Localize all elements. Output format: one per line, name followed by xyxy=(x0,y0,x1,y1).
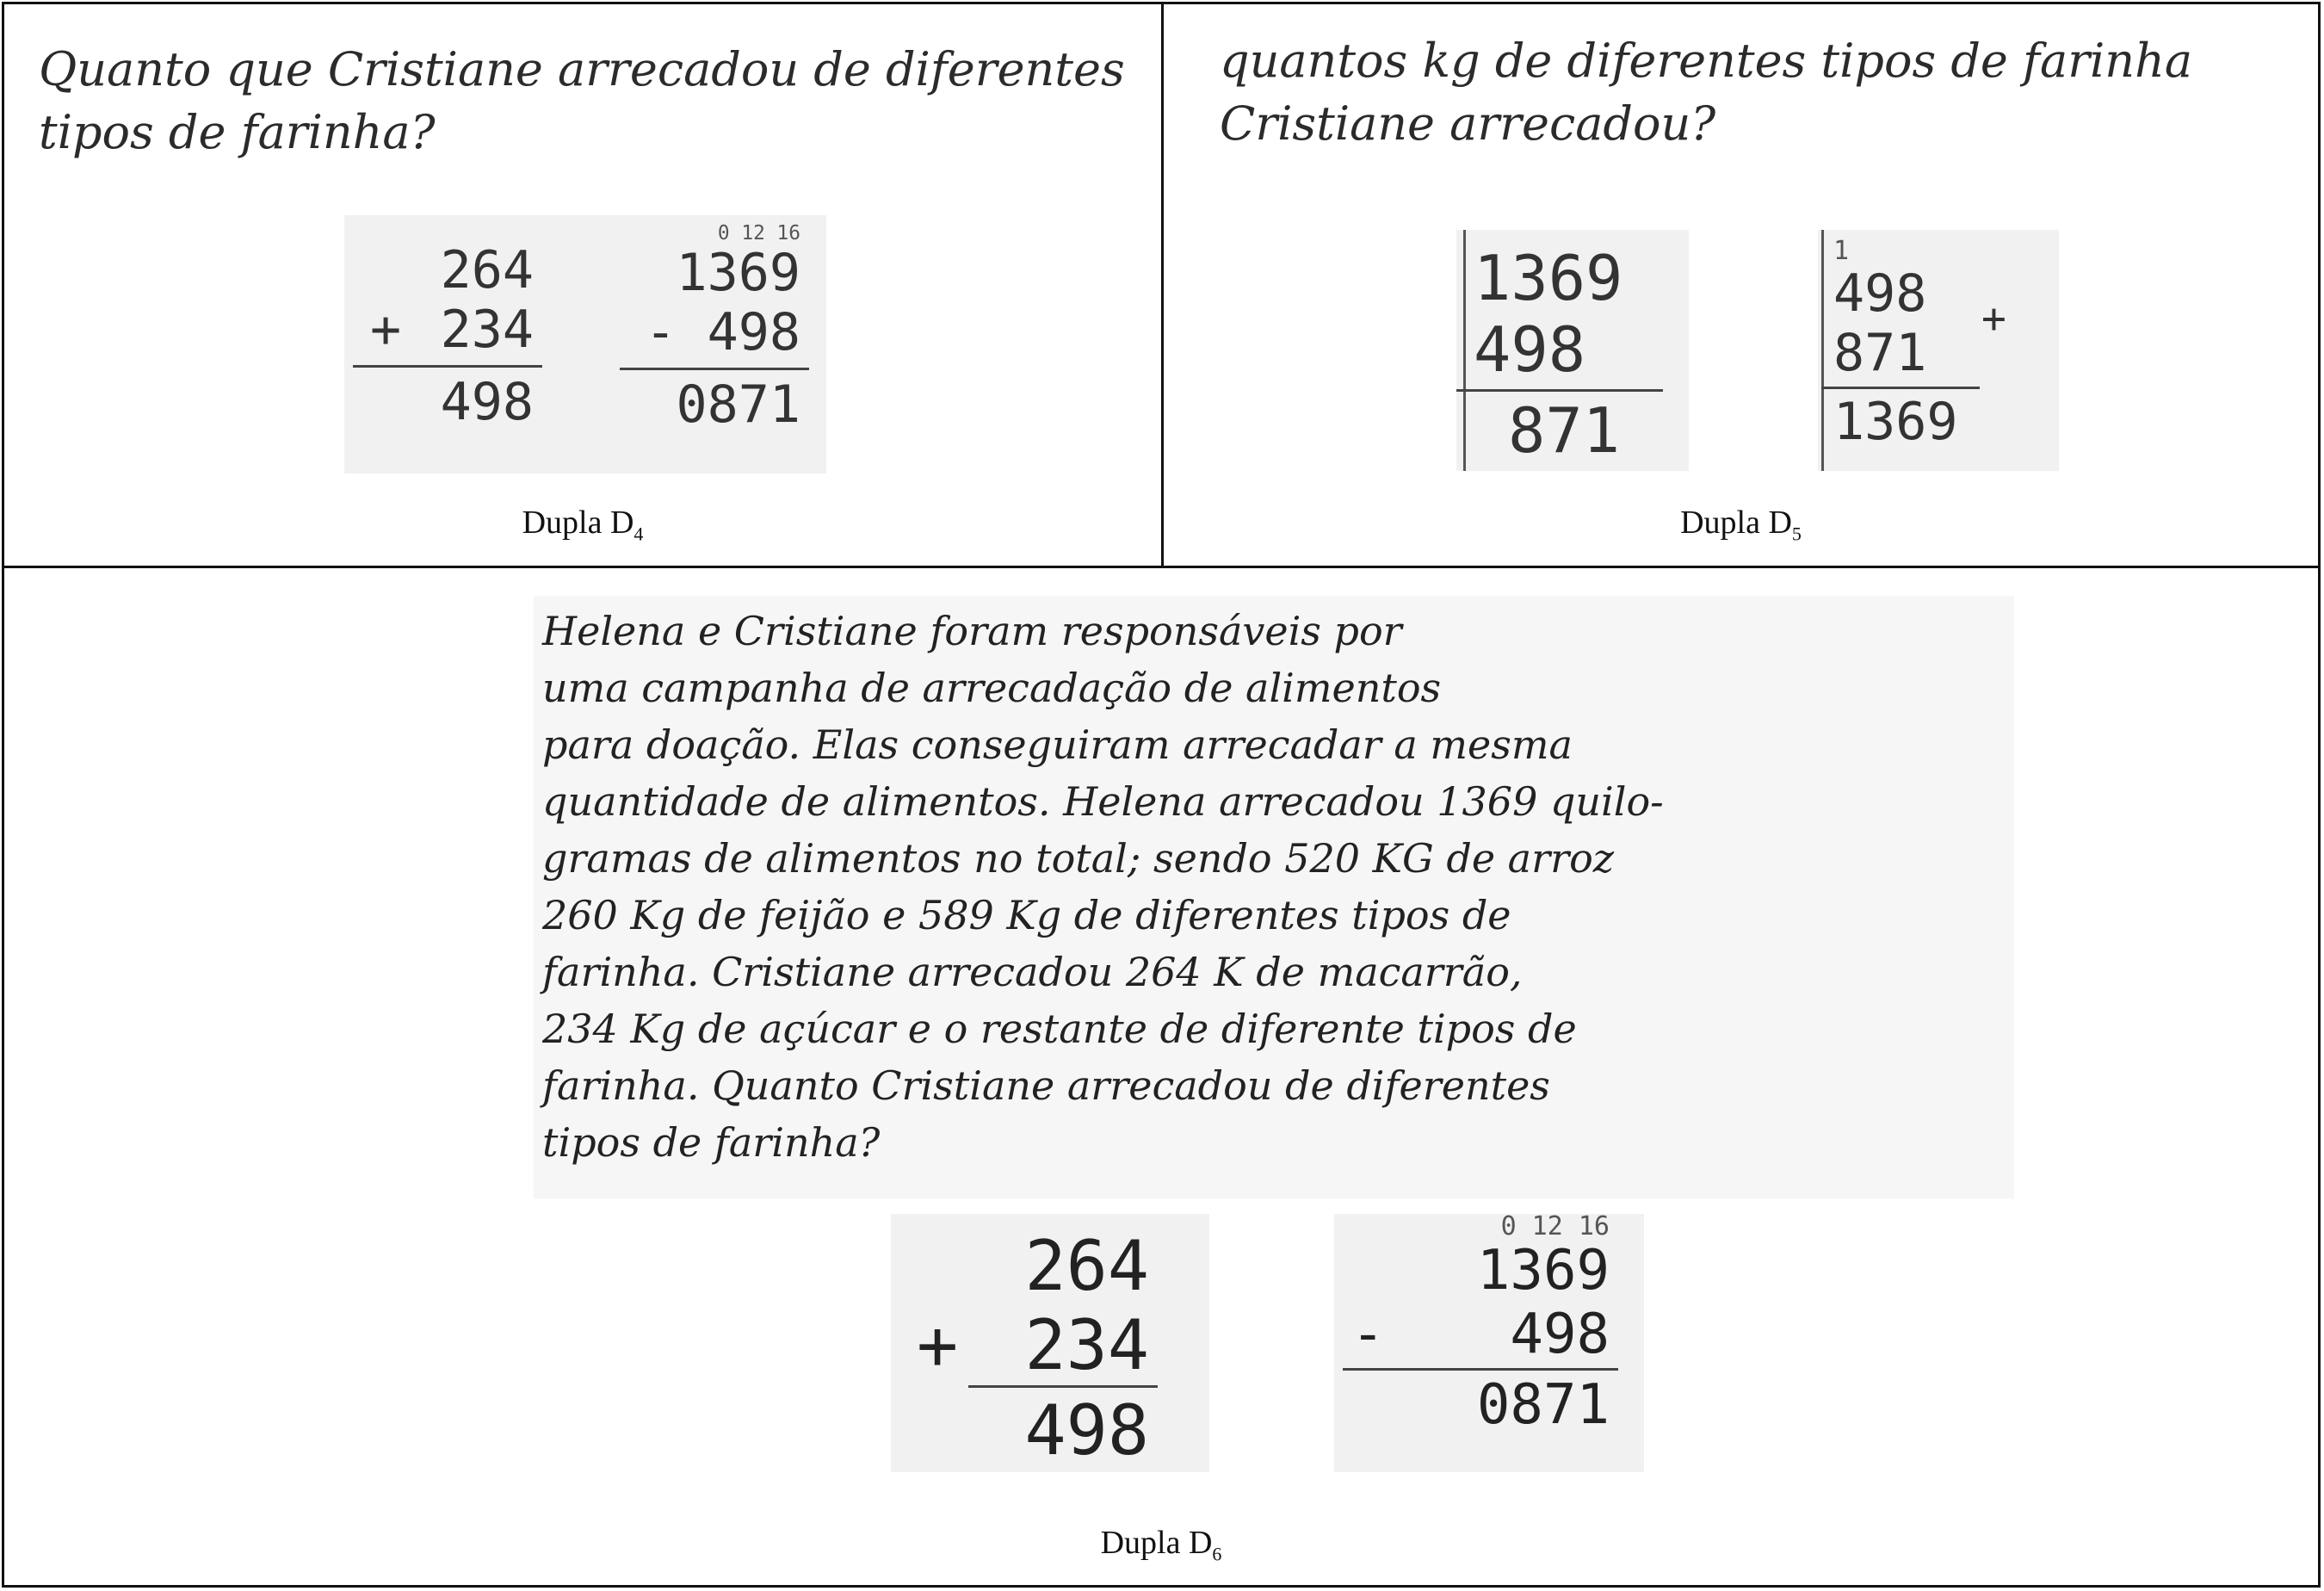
d6-diff-result: 0871 xyxy=(1476,1373,1610,1438)
d4-diff-b: 498 xyxy=(707,301,800,362)
d5-sum-scan xyxy=(1818,230,2059,471)
d6-diff-scan xyxy=(1334,1211,1644,1472)
d6-problem: Helena e Cristiane foram responsáveis por uma campanha de arrecadação de alimentos para doação. Elas conseguiram arrecadar a mesma quantidade de alimentos. Helena arrecadou 1369 quilo- gramas de alimentos no total; sendo 520 KG de arroz 260 Kg de feijão e 589 Kg de diferentes tipos de farinha. Cristiane arrecadou 264 K de macarrão, 234 Kg de açúcar e o restante de diferente tipos de farinha. Quanto Cristiane arrecadou de diferentes tipos de farinha? xyxy=(542,608,1664,1166)
d4-diff-result: 0871 xyxy=(676,374,800,435)
d5-sum-operator: + xyxy=(1981,294,2006,343)
d6-diff-a: 1369 xyxy=(1476,1239,1610,1303)
d6-diff-carry: 0 12 16 xyxy=(1500,1211,1610,1241)
d6-sum-scan xyxy=(891,1214,1209,1472)
d6-difference xyxy=(1351,1211,1610,1438)
d4-sum-rule xyxy=(353,365,542,368)
d4-diff-rule xyxy=(620,368,809,370)
d5-diff-result: 871 xyxy=(1508,393,1621,467)
d6-sum-b: 234 xyxy=(1024,1305,1149,1385)
d6-sum xyxy=(917,1227,1149,1470)
d4-sum-b: 234 xyxy=(440,300,534,360)
d5-sum-a: 498 xyxy=(1833,263,1927,324)
d6-diff-b: 498 xyxy=(1510,1302,1610,1366)
panel-d5 xyxy=(1164,4,2318,568)
d5-diff-rule xyxy=(1456,389,1663,392)
d5-diff-a: 1369 xyxy=(1474,242,1623,314)
d5-diff-scan xyxy=(1456,230,1689,471)
d5-question: quantos kg de diferentes tipos de farinha Cristiane arrecadou? xyxy=(1220,34,2193,151)
panel-d6 xyxy=(4,568,2318,1585)
d5-diff-b: 498 xyxy=(1474,313,1586,386)
d5-sum-rule xyxy=(1821,387,1980,389)
d4-difference xyxy=(637,224,800,435)
d6-sum-a: 264 xyxy=(1024,1226,1149,1306)
panel-d4 xyxy=(4,4,1164,568)
d6-diff-operator: - xyxy=(1351,1302,1385,1366)
d4-diff-a: 1369 xyxy=(676,242,800,303)
d4-diff-operator: - xyxy=(645,301,677,362)
d4-calc-scan xyxy=(344,215,826,474)
d5-caption: Dupla $D_5$ xyxy=(1680,505,1802,545)
d4-question: Quanto que Cristiane arrecadou de diferentes tipos de farinha? xyxy=(39,42,1125,159)
d4-sum xyxy=(370,241,534,432)
d6-caption: Dupla $D_6$ xyxy=(1100,1525,1222,1565)
d6-sum-result: 498 xyxy=(1024,1390,1149,1470)
d4-diff-carry: 0 12 16 xyxy=(717,222,800,245)
d4-sum-operator: + xyxy=(370,300,402,360)
d5-difference xyxy=(1474,243,1646,466)
d6-sum-operator: + xyxy=(917,1305,959,1385)
d4-sum-result: 498 xyxy=(440,372,534,432)
d6-diff-rule xyxy=(1343,1368,1618,1371)
figure-frame xyxy=(2,2,2321,1588)
d5-sum-carry: 1 xyxy=(1833,236,1850,266)
d6-sum-rule xyxy=(968,1385,1158,1388)
d5-sum-result: 1369 xyxy=(1833,392,1958,452)
d4-sum-a: 264 xyxy=(440,240,534,300)
d4-caption: Dupla $D_4$ xyxy=(522,505,644,545)
d5-sum-b: 871 xyxy=(1833,323,1927,383)
d5-sum xyxy=(1833,238,1971,452)
d6-problem-scan xyxy=(534,596,2014,1198)
